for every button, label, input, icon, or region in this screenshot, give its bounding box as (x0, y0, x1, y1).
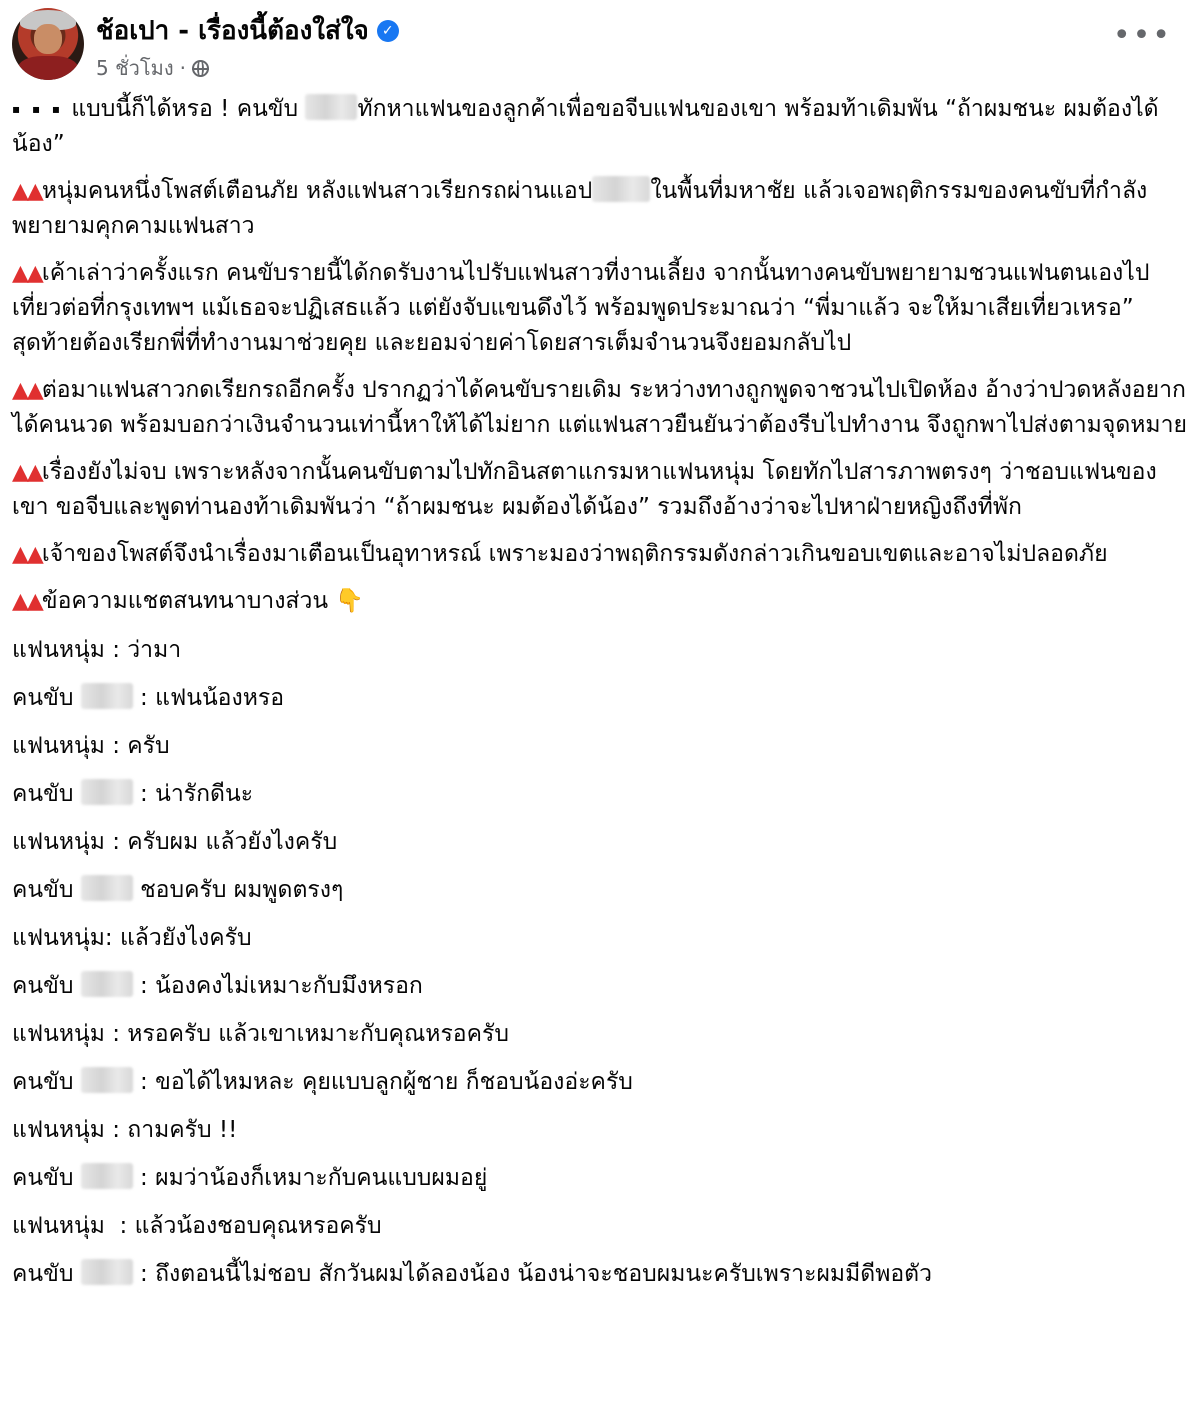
chat-message: แล้วน้องชอบคุณหรอครับ (134, 1213, 382, 1239)
chat-line (12, 919, 1188, 967)
chat-message: ครับผม แล้วยังไงครับ (127, 829, 338, 855)
bullet-squares: ▪ ▪ ▪ (12, 102, 65, 116)
blurred-brand (81, 683, 133, 709)
more-options-button[interactable]: ••• (1112, 18, 1172, 53)
chat-speaker: แฟนหนุ่ม (12, 1117, 105, 1143)
paragraph-text: หนุ่มคนหนึ่งโพสต์เตือนภัย หลังแฟนสาวเรียกรถผ่านแอป (41, 178, 593, 204)
chat-speaker: แฟนหนุ่ม (12, 1021, 105, 1047)
paragraph-text: ข้อความแชตสนทนาบางส่วน (41, 588, 336, 614)
avatar-body (18, 56, 78, 80)
chat-speaker: คนขับ (12, 781, 74, 807)
chat-message: น่ารักดีนะ (155, 781, 254, 807)
paragraph-1 (12, 174, 1188, 244)
chat-message: ถามครับ !! (127, 1117, 238, 1143)
avatar-face (34, 24, 62, 54)
chat-message: ชอบครับ ผมพูดตรงๆ (140, 877, 344, 903)
warning-triangles-icon: ▲▲ (12, 261, 42, 286)
chat-message: แฟนน้องหรอ (155, 685, 285, 711)
chat-line (12, 823, 1188, 871)
blurred-brand (81, 875, 133, 901)
chat-separator: : (132, 1165, 156, 1191)
chat-separator: : (104, 1117, 128, 1143)
chat-speaker: แฟนหนุ่ม (12, 829, 105, 855)
chat-line (12, 967, 1188, 1015)
chat-speaker: คนขับ (12, 1261, 74, 1287)
chat-speaker: แฟนหนุ่ม (12, 733, 105, 759)
chat-line (12, 727, 1188, 775)
chat-message: น้องคงไม่เหมาะกับมึงหรอก (155, 973, 423, 999)
warning-triangles-icon: ▲▲ (12, 179, 42, 204)
blurred-brand (81, 971, 133, 997)
chat-line (12, 1015, 1188, 1063)
chat-speaker: คนขับ (12, 685, 74, 711)
paragraph-text: แบบนี้ก็ได้หรอ ! คนขับ (71, 96, 306, 122)
chat-message: แล้วยังไงครับ (119, 925, 252, 951)
chat-speaker: แฟนหนุ่ม (12, 925, 105, 951)
paragraph-2 (12, 256, 1188, 361)
warning-triangles-icon: ▲▲ (12, 589, 42, 614)
chat-separator: : (132, 781, 156, 807)
chat-speaker: แฟนหนุ่ม (12, 1213, 105, 1239)
warning-triangles-icon: ▲▲ (12, 460, 42, 485)
blurred-brand (305, 94, 357, 120)
chat-separator: : (132, 1261, 156, 1287)
chat-message: ผมว่าน้องก็เหมาะกับคนแบบผมอยู่ (155, 1165, 488, 1191)
chat-message: หรอครับ แล้วเขาเหมาะกับคุณหรอครับ (127, 1021, 509, 1047)
chat-line (12, 871, 1188, 919)
chat-speaker: คนขับ (12, 1165, 74, 1191)
chat-separator: : (132, 1069, 156, 1095)
chat-line (12, 1111, 1188, 1159)
chat-line (12, 1159, 1188, 1207)
chat-line (12, 631, 1188, 679)
chat-speaker: แฟนหนุ่ม (12, 637, 105, 663)
page-name-link[interactable] (96, 14, 399, 48)
chat-message: ว่ามา (127, 637, 182, 663)
chat-speaker: คนขับ (12, 973, 74, 999)
paragraph-3 (12, 373, 1188, 443)
post-meta (96, 52, 209, 84)
paragraph-6 (12, 584, 1188, 619)
chat-transcript (12, 631, 1188, 1303)
paragraph-intro (12, 92, 1188, 162)
blurred-brand (592, 176, 650, 202)
chat-separator: : (104, 925, 120, 951)
blurred-brand (81, 779, 133, 805)
chat-separator: : (104, 1021, 128, 1047)
paragraph-text: ต่อมาแฟนสาวกดเรียกรถอีกครั้ง ปรากฏว่าได้คนขับรายเดิม ระหว่างทางถูกพูดจาชวนไปเปิดห้อง อ้างว่าปวดหลังอยากได้คนนวด พร้อมบอกว่าเงินจำนวนเท่านี้หาให้ได้ไม่ยาก แต่แฟนสาวยืนยันว่าต้องรีบไปทำงาน จึงถูกพาไปส่งตามจุดหมาย (12, 377, 1187, 438)
chat-separator: : (104, 733, 128, 759)
paragraph-5 (12, 537, 1188, 572)
verified-check-icon: ✓ (377, 20, 399, 42)
globe-icon[interactable] (192, 60, 209, 77)
blurred-brand (81, 1163, 133, 1189)
paragraph-text: ทักหาแฟนของลูกค้าเพื่อขอจีบแฟนของเขา พร้อมท้าเดิมพัน “ถ้าผมชนะ ผมต้องได้น้อง” (12, 96, 1159, 157)
post-header (12, 8, 1200, 80)
post-time[interactable]: 5 ชั่วโมง (96, 56, 174, 80)
chat-separator: : (104, 829, 128, 855)
pointing-down-icon: 👇 (335, 588, 365, 614)
chat-line (12, 679, 1188, 727)
page-avatar[interactable] (12, 8, 84, 80)
page-name[interactable]: ช้อเปา - เรื่องนี้ต้องใส่ใจ (96, 16, 369, 46)
chat-message: ถึงตอนนี้ไม่ชอบ สักวันผมได้ลองน้อง น้องน่าจะชอบผมนะครับเพราะผมมีดีพอตัว (155, 1261, 933, 1287)
paragraph-text: เค้าเล่าว่าครั้งแรก คนขับรายนี้ได้กดรับงานไปรับแฟนสาวที่งานเลี้ยง จากนั้นทางคนขับพยายามชวนแฟนตนเองไปเที่ยวต่อที่กรุงเทพฯ แม้เธอจะปฏิเสธแล้ว แต่ยังจับแขนดึงไว้ พร้อมพูดประมาณว่า “พี่มาแล้ว จะให้มาเสียเที่ยวเหรอ” สุดท้ายต้องเรียกพี่ที่ทำงานมาช่วยคุย และยอมจ่ายค่าโดยสารเต็มจำนวนจึงยอมกลับไป (12, 260, 1150, 356)
blurred-brand (81, 1067, 133, 1093)
chat-line (12, 1063, 1188, 1111)
paragraph-4 (12, 455, 1188, 525)
chat-separator: : (132, 973, 156, 999)
chat-separator: : (104, 637, 128, 663)
chat-speaker: คนขับ (12, 877, 74, 903)
chat-speaker: คนขับ (12, 1069, 74, 1095)
chat-separator (133, 877, 140, 903)
chat-line (12, 775, 1188, 823)
chat-message: ครับ (127, 733, 170, 759)
chat-message: ขอได้ไหมหละ คุยแบบลูกผู้ชาย ก็ชอบน้องอ่ะครับ (155, 1069, 633, 1095)
chat-line (12, 1207, 1188, 1255)
paragraph-text: เจ้าของโพสต์จึงนำเรื่องมาเตือนเป็นอุทาหรณ์ เพราะมองว่าพฤติกรรมดังกล่าวเกินขอบเขตและอาจไม่ปลอดภัย (41, 541, 1108, 567)
paragraph-text: ในพื้นที่มหาชัย แล้วเจอพฤติกรรมของคนขับที่กำลังพยายามคุกคามแฟนสาว (12, 178, 1148, 239)
blurred-brand (81, 1259, 133, 1285)
chat-separator: : (132, 685, 156, 711)
chat-line (12, 1255, 1188, 1303)
paragraph-text: เรื่องยังไม่จบ เพราะหลังจากนั้นคนขับตามไปทักอินสตาแกรมหาแฟนหนุ่ม โดยทักไปสารภาพตรงๆ ว่าชอบแฟนของเขา ขอจีบและพูดท่านองท้าเดิมพันว่า “ถ้าผมชนะ ผมต้องได้น้อง” รวมถึงอ้างว่าจะไปหาฝ่ายหญิงถึงที่พัก (12, 459, 1157, 520)
warning-triangles-icon: ▲▲ (12, 542, 42, 567)
post-body (12, 92, 1188, 1303)
meta-separator: · (179, 56, 186, 80)
chat-separator: : (104, 1213, 135, 1239)
warning-triangles-icon: ▲▲ (12, 378, 42, 403)
